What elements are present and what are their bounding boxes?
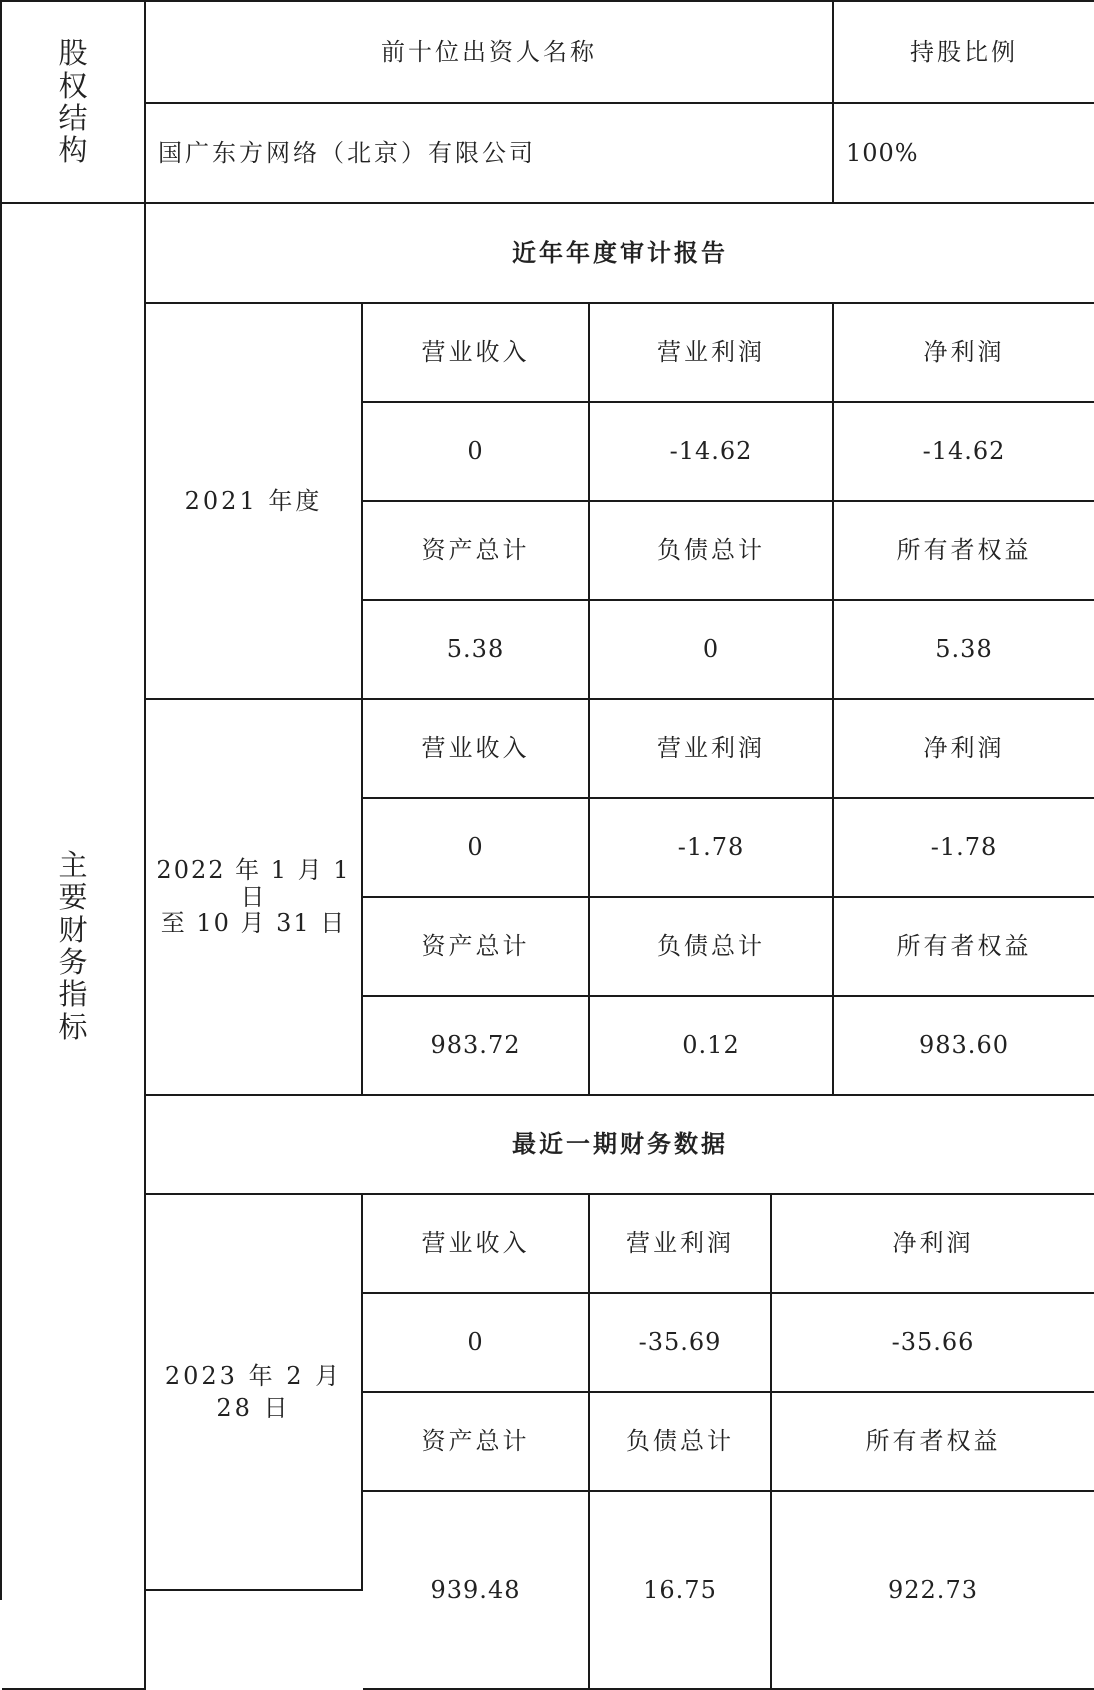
- label-revenue: 营业收入: [363, 304, 590, 403]
- value-owners-equity: 983.60: [834, 997, 1094, 1096]
- value-owners-equity: 922.73: [772, 1492, 1094, 1690]
- finance-label-char: 主: [58, 847, 88, 882]
- label-operating-profit: 营业利润: [590, 1195, 772, 1294]
- period-label-2021: [146, 304, 363, 700]
- period-label-line: 2023 年 2 月 28 日: [164, 1361, 343, 1422]
- period-label-line: 2022 年 1 月 1 日: [156, 855, 351, 911]
- label-total-liabilities: 负债总计: [590, 502, 834, 601]
- equity-label-char: 股: [58, 36, 88, 71]
- period-label-2022: [146, 700, 363, 1096]
- finance-label-char: 指: [58, 977, 88, 1012]
- shareholding-ratio-header: 持股比例: [834, 2, 1094, 104]
- equity-structure-label: [2, 2, 146, 204]
- value-operating-profit: -35.69: [590, 1294, 772, 1393]
- recent-period-title: 最近一期财务数据: [146, 1096, 1094, 1195]
- equity-label-char: 构: [58, 133, 88, 168]
- value-revenue: 0: [363, 799, 590, 898]
- finance-label-char: 要: [58, 880, 88, 915]
- value-revenue: 0: [363, 403, 590, 502]
- value-operating-profit: -14.62: [590, 403, 834, 502]
- financial-indicators-label: [2, 204, 146, 1690]
- value-net-profit: -35.66: [772, 1294, 1094, 1393]
- period-label-2023: [146, 1195, 363, 1591]
- value-total-liabilities: 0: [590, 601, 834, 700]
- label-revenue: 营业收入: [363, 700, 590, 799]
- value-total-assets: 5.38: [363, 601, 590, 700]
- label-total-liabilities: 负债总计: [590, 1393, 772, 1492]
- label-net-profit: 净利润: [772, 1195, 1094, 1294]
- shareholder-name-header: 前十位出资人名称: [146, 2, 834, 104]
- value-owners-equity: 5.38: [834, 601, 1094, 700]
- period-label-line: 至 10 月 31 日: [160, 909, 347, 938]
- label-operating-profit: 营业利润: [590, 700, 834, 799]
- label-net-profit: 净利润: [834, 700, 1094, 799]
- value-total-assets: 983.72: [363, 997, 590, 1096]
- value-net-profit: -1.78: [834, 799, 1094, 898]
- value-operating-profit: -1.78: [590, 799, 834, 898]
- audit-report-title: 近年年度审计报告: [146, 204, 1094, 304]
- equity-label-char: 结: [58, 101, 88, 135]
- shareholder-name: 国广东方网络（北京）有限公司: [146, 104, 834, 204]
- label-operating-profit: 营业利润: [590, 304, 834, 403]
- label-owners-equity: 所有者权益: [834, 502, 1094, 601]
- label-total-assets: 资产总计: [363, 1393, 590, 1492]
- finance-label-char: 标: [58, 1009, 88, 1044]
- label-owners-equity: 所有者权益: [772, 1393, 1094, 1492]
- value-total-assets: 939.48: [363, 1492, 590, 1690]
- shareholding-ratio: 100%: [834, 104, 1094, 204]
- value-total-liabilities: 0.12: [590, 997, 834, 1096]
- label-total-assets: 资产总计: [363, 502, 590, 601]
- value-total-liabilities: 16.75: [590, 1492, 772, 1690]
- period-label-line: 2021 年度: [184, 486, 323, 515]
- value-net-profit: -14.62: [834, 403, 1094, 502]
- label-owners-equity: 所有者权益: [834, 898, 1094, 997]
- label-total-liabilities: 负债总计: [590, 898, 834, 997]
- value-revenue: 0: [363, 1294, 590, 1393]
- finance-label-char: 财: [58, 912, 88, 947]
- equity-label-char: 权: [58, 68, 88, 103]
- finance-label-char: 务: [58, 945, 88, 979]
- label-net-profit: 净利润: [834, 304, 1094, 403]
- label-total-assets: 资产总计: [363, 898, 590, 997]
- label-revenue: 营业收入: [363, 1195, 590, 1294]
